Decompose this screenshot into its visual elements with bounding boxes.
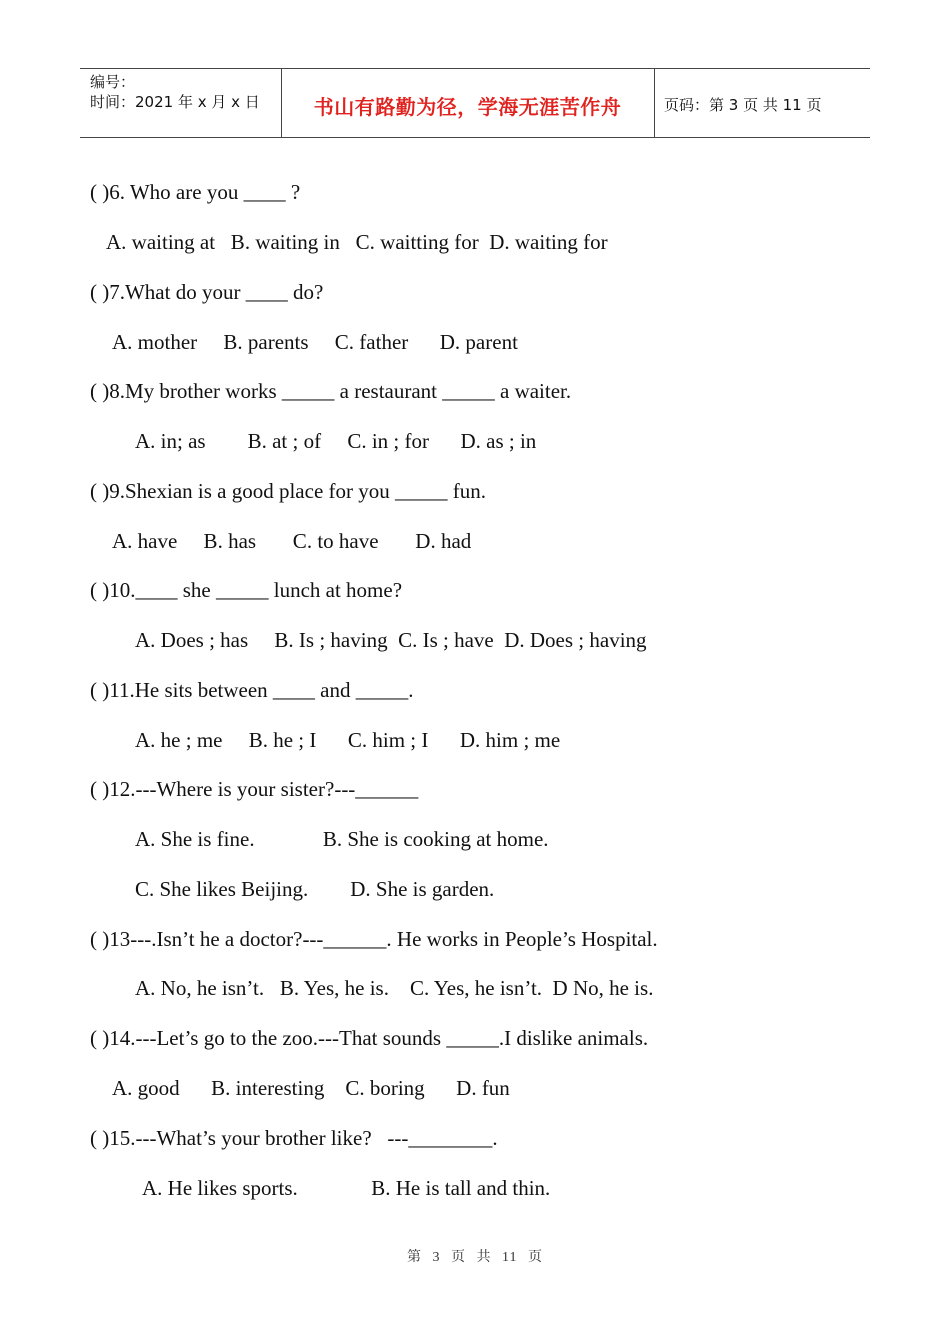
page-footer: [0, 1246, 950, 1266]
date-label: 时间：2021 年 x 月 x 日: [90, 93, 260, 111]
question-15-options: A. He likes sports. B. He is tall and thin.: [142, 1176, 551, 1200]
question-12-options-cd: C. She likes Beijing. D. She is garden.: [135, 877, 495, 901]
question-8: ( )8.My brother works _____ a restaurant _____ a waiter.: [90, 379, 572, 403]
motto: 书山有路勤为径，学海无涯苦作舟: [313, 95, 622, 119]
header-page-info: 页码：第 3 页 共 11 页: [664, 96, 822, 114]
question-9-options: A. have B. has C. to have D. had: [112, 529, 472, 553]
page-header: [80, 68, 870, 138]
serial-label: 编号：: [90, 73, 136, 91]
footer-gong: 共: [476, 1250, 492, 1265]
question-13: ( )13---.Isn’t he a doctor?---______. He works in People’s Hospital.: [90, 927, 658, 951]
header-left-cell: [80, 69, 282, 137]
question-11-options: A. he ; me B. he ; I C. him ; I D. him ; me: [135, 728, 561, 752]
question-6: ( )6. Who are you ____ ?: [90, 180, 301, 204]
footer-di: 第: [407, 1250, 422, 1265]
question-10-options: A. Does ; has B. Is ; having C. Is ; have D. Does ; having: [135, 628, 647, 652]
question-14: ( )14.---Let’s go to the zoo.---That sounds _____.I dislike animals.: [90, 1026, 649, 1050]
question-15: ( )15.---What’s your brother like? ---________.: [90, 1126, 498, 1150]
question-10: ( )10.____ she _____ lunch at home?: [90, 578, 403, 602]
question-7: ( )7.What do your ____ do?: [90, 280, 324, 304]
question-14-options: A. good B. interesting C. boring D. fun: [112, 1076, 510, 1100]
header-middle-cell: [281, 69, 655, 137]
question-12: ( )12.---Where is your sister?---______: [90, 777, 419, 801]
question-7-options: A. mother B. parents C. father D. parent: [112, 330, 518, 354]
footer-page-number: 3: [432, 1250, 441, 1265]
footer-ye: 页: [451, 1250, 466, 1265]
question-12-options-ab: A. She is fine. B. She is cooking at home.: [135, 827, 549, 851]
question-13-options: A. No, he isn’t. B. Yes, he is. C. Yes, he isn’t. D No, he is.: [135, 976, 654, 1000]
footer-ye2: 页: [527, 1250, 543, 1265]
question-8-options: A. in; as B. at ; of C. in ; for D. as ; in: [135, 429, 537, 453]
header-right-cell: [655, 69, 870, 137]
footer-total-pages: 11: [502, 1250, 518, 1265]
question-9: ( )9.Shexian is a good place for you _____ fun.: [90, 479, 486, 503]
question-11: ( )11.He sits between ____ and _____.: [90, 678, 414, 702]
question-6-options: A. waiting at B. waiting in C. waitting for D. waiting for: [106, 230, 608, 254]
